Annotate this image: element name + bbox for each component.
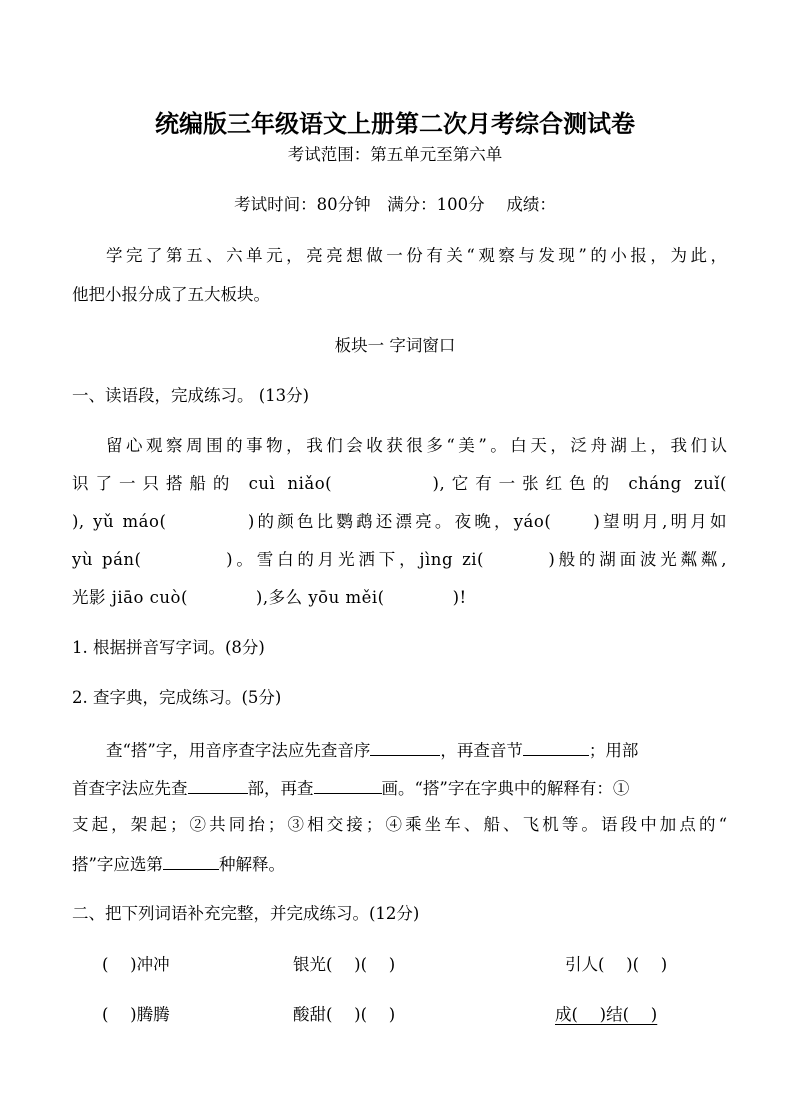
section-heading: 板块一 字词窗口 [334, 336, 456, 355]
idiom-blank-4[interactable]: ( )腾腾 [102, 1005, 170, 1024]
intro-line-1: 学完了第五、六单元，亮亮想做一份有关“观察与发现”的小报，为此， [106, 246, 727, 265]
idiom-blank-3[interactable]: 引人( )( ) [565, 955, 668, 974]
exam-title: 统编版三年级语文上册第二次月考综合测试卷 [155, 110, 635, 138]
passage-line-5: 光影 jiāo cuò( ),多么 yōu měi( )! [72, 588, 467, 607]
sub-question-2: 2. 查字典，完成练习。(5分) [72, 688, 282, 707]
idiom-blank-2[interactable]: 银光( )( ) [293, 955, 396, 974]
dict-line-2-a: 首查字法应先查 [72, 779, 188, 798]
dict-line-4-b: 种解释。 [218, 855, 285, 874]
answer-blank[interactable] [523, 737, 589, 756]
question-1-title: 一、读语段，完成练习。 (13分) [72, 386, 310, 405]
dict-line-3: 支起，架起；②共同抬；③相交接；④乘坐车、船、飞机等。语段中加点的“ [72, 815, 727, 834]
answer-blank[interactable] [314, 775, 382, 794]
answer-blank[interactable] [163, 851, 219, 870]
passage-line-1: 留心观察周围的事物，我们会收获很多“美”。白天，泛舟湖上，我们认 [106, 436, 727, 455]
dict-line-4 [72, 851, 285, 877]
exam-time-info: 考试时间：80分钟 满分：100分 成绩： [234, 195, 556, 214]
exam-scope: 考试范围：第五单元至第六单 [287, 145, 503, 164]
idiom-blank-1[interactable]: ( )冲冲 [102, 955, 170, 974]
passage-line-4: yù pán( )。雪白的月光洒下，jìng zi( )般的湖面波光粼粼, [72, 550, 727, 569]
dict-line-1-a: 查“搭”字，用音序查字法应先查音序 [106, 741, 371, 760]
passage-line-3: ), yǔ máo( )的颜色比鹦鹉还漂亮。夜晚，yáo( )望明月,明月如 [72, 512, 727, 531]
idiom-blank-6[interactable]: 成( )结( ) [555, 1005, 658, 1024]
answer-blank[interactable] [370, 737, 440, 756]
dict-line-1-c: ；用部 [588, 741, 639, 760]
dict-line-1 [106, 737, 638, 763]
sub-question-1: 1. 根据拼音写字词。(8分) [72, 638, 265, 657]
intro-line-2: 他把小报分成了五大板块。 [72, 285, 270, 304]
dict-line-2 [72, 775, 629, 801]
dict-line-4-a: 搭”字应选第 [72, 855, 163, 874]
idiom-blank-5[interactable]: 酸甜( )( ) [293, 1005, 396, 1024]
answer-blank[interactable] [188, 775, 248, 794]
passage-line-2: 识了一只搭船的 cuì niǎo( ),它有一张红色的 cháng zuǐ( [72, 474, 727, 493]
dict-line-2-b: 部，再查 [247, 779, 314, 798]
dict-line-2-c: 画。“搭”字在字典中的解释有：① [381, 779, 630, 798]
question-2-title: 二、把下列词语补充完整，并完成练习。(12分) [72, 904, 420, 923]
dict-line-1-b: ，再查音节 [440, 741, 523, 760]
